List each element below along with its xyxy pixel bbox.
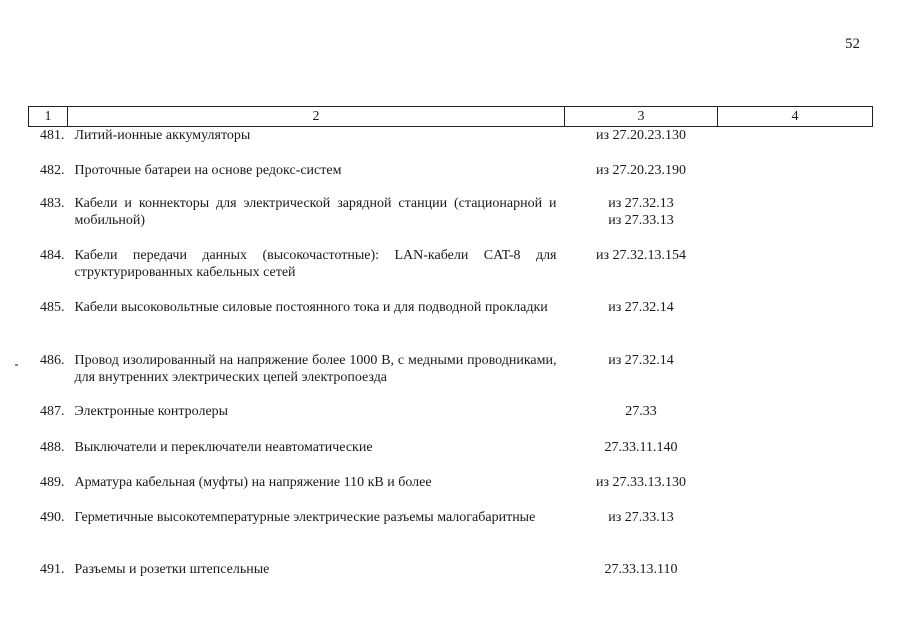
- row-extra: [718, 561, 873, 581]
- row-name: Герметичные высокотемпературные электрические разъемы малогабаритные: [74, 510, 536, 525]
- row-code: [565, 474, 718, 509]
- row-code: [565, 561, 718, 581]
- table-row: [29, 162, 873, 195]
- row-number: 488.: [40, 440, 65, 455]
- row-number: 481.: [40, 128, 65, 143]
- table-row: [29, 403, 873, 439]
- row-number: 485.: [40, 300, 65, 315]
- code-line: из 27.33.13: [608, 213, 674, 228]
- row-name: Провод изолированный на напряжение более 1000 В, с медными проводниками, для внутренних электрических цепей электропоезда: [74, 353, 557, 385]
- header-col-1: 1: [29, 107, 68, 127]
- row-code: [565, 195, 718, 247]
- code-line: из 27.33.13.130: [595, 475, 687, 490]
- code-line: из 27.20.23.190: [595, 163, 687, 178]
- page-number: 52: [845, 36, 860, 52]
- code-line: 27.33: [625, 404, 657, 419]
- document-table: [28, 106, 873, 581]
- code-line: 27.33.11.140: [604, 440, 678, 455]
- row-number: 486.: [40, 353, 65, 368]
- table-header: [29, 107, 873, 127]
- row-number: 487.: [40, 404, 65, 419]
- code-line: из 27.32.13.154: [595, 248, 687, 263]
- row-code: [565, 247, 718, 299]
- header-col-2: 2: [68, 107, 565, 127]
- row-number: 491.: [40, 562, 65, 577]
- row-number: 490.: [40, 510, 65, 525]
- row-code: [565, 352, 718, 403]
- row-extra: [718, 299, 873, 352]
- header-row: [29, 107, 873, 127]
- row-code: [565, 509, 718, 561]
- row-extra: [718, 439, 873, 474]
- row-code: [565, 403, 718, 439]
- table-row: [29, 509, 873, 561]
- table-row: [29, 195, 873, 247]
- row-number: 482.: [40, 163, 65, 178]
- row-extra: [718, 195, 873, 247]
- header-col-3: 3: [565, 107, 718, 127]
- scan-artifact: [15, 364, 18, 366]
- row-number: 483.: [40, 196, 65, 211]
- row-code: [565, 127, 718, 163]
- table-row: [29, 352, 873, 403]
- table-row: [29, 127, 873, 163]
- row-code: [565, 162, 718, 195]
- table-row: [29, 474, 873, 509]
- row-extra: [718, 352, 873, 403]
- row-number: 484.: [40, 248, 65, 263]
- table-body: [29, 127, 873, 582]
- row-name: Кабели высоковольтные силовые постоянного тока и для подводной прокладки: [74, 300, 548, 315]
- code-line: из 27.32.14: [608, 353, 674, 368]
- table-row: [29, 299, 873, 352]
- header-col-4: 4: [718, 107, 873, 127]
- row-name: Литий-ионные аккумуляторы: [74, 128, 251, 143]
- row-name: Разъемы и розетки штепсельные: [74, 562, 270, 577]
- row-name: Электронные контролеры: [74, 404, 229, 419]
- row-name: Кабели передачи данных (высокочастотные): LAN-кабели CAT-8 для структурированных кабельных сетей: [74, 248, 557, 280]
- table-row: [29, 439, 873, 474]
- code-line: 27.33.13.110: [604, 562, 678, 577]
- row-extra: [718, 403, 873, 439]
- code-line: из 27.20.23.130: [595, 128, 687, 143]
- code-line: из 27.32.14: [608, 300, 674, 315]
- table-row: [29, 561, 873, 581]
- row-name: Кабели и коннекторы для электрической зарядной станции (стационарной и мобильной): [74, 196, 557, 228]
- row-code: [565, 299, 718, 352]
- code-line: из 27.33.13: [608, 510, 674, 525]
- row-name: Выключатели и переключатели неавтоматические: [74, 440, 373, 455]
- table-row: [29, 247, 873, 299]
- row-extra: [718, 247, 873, 299]
- row-extra: [718, 474, 873, 509]
- row-number: 489.: [40, 475, 65, 490]
- row-name: Арматура кабельная (муфты) на напряжение 110 кВ и более: [74, 475, 432, 490]
- code-line: из 27.32.13: [608, 196, 674, 211]
- row-name: Проточные батареи на основе редокс-систем: [74, 163, 342, 178]
- row-extra: [718, 162, 873, 195]
- row-code: [565, 439, 718, 474]
- row-extra: [718, 127, 873, 163]
- row-extra: [718, 509, 873, 561]
